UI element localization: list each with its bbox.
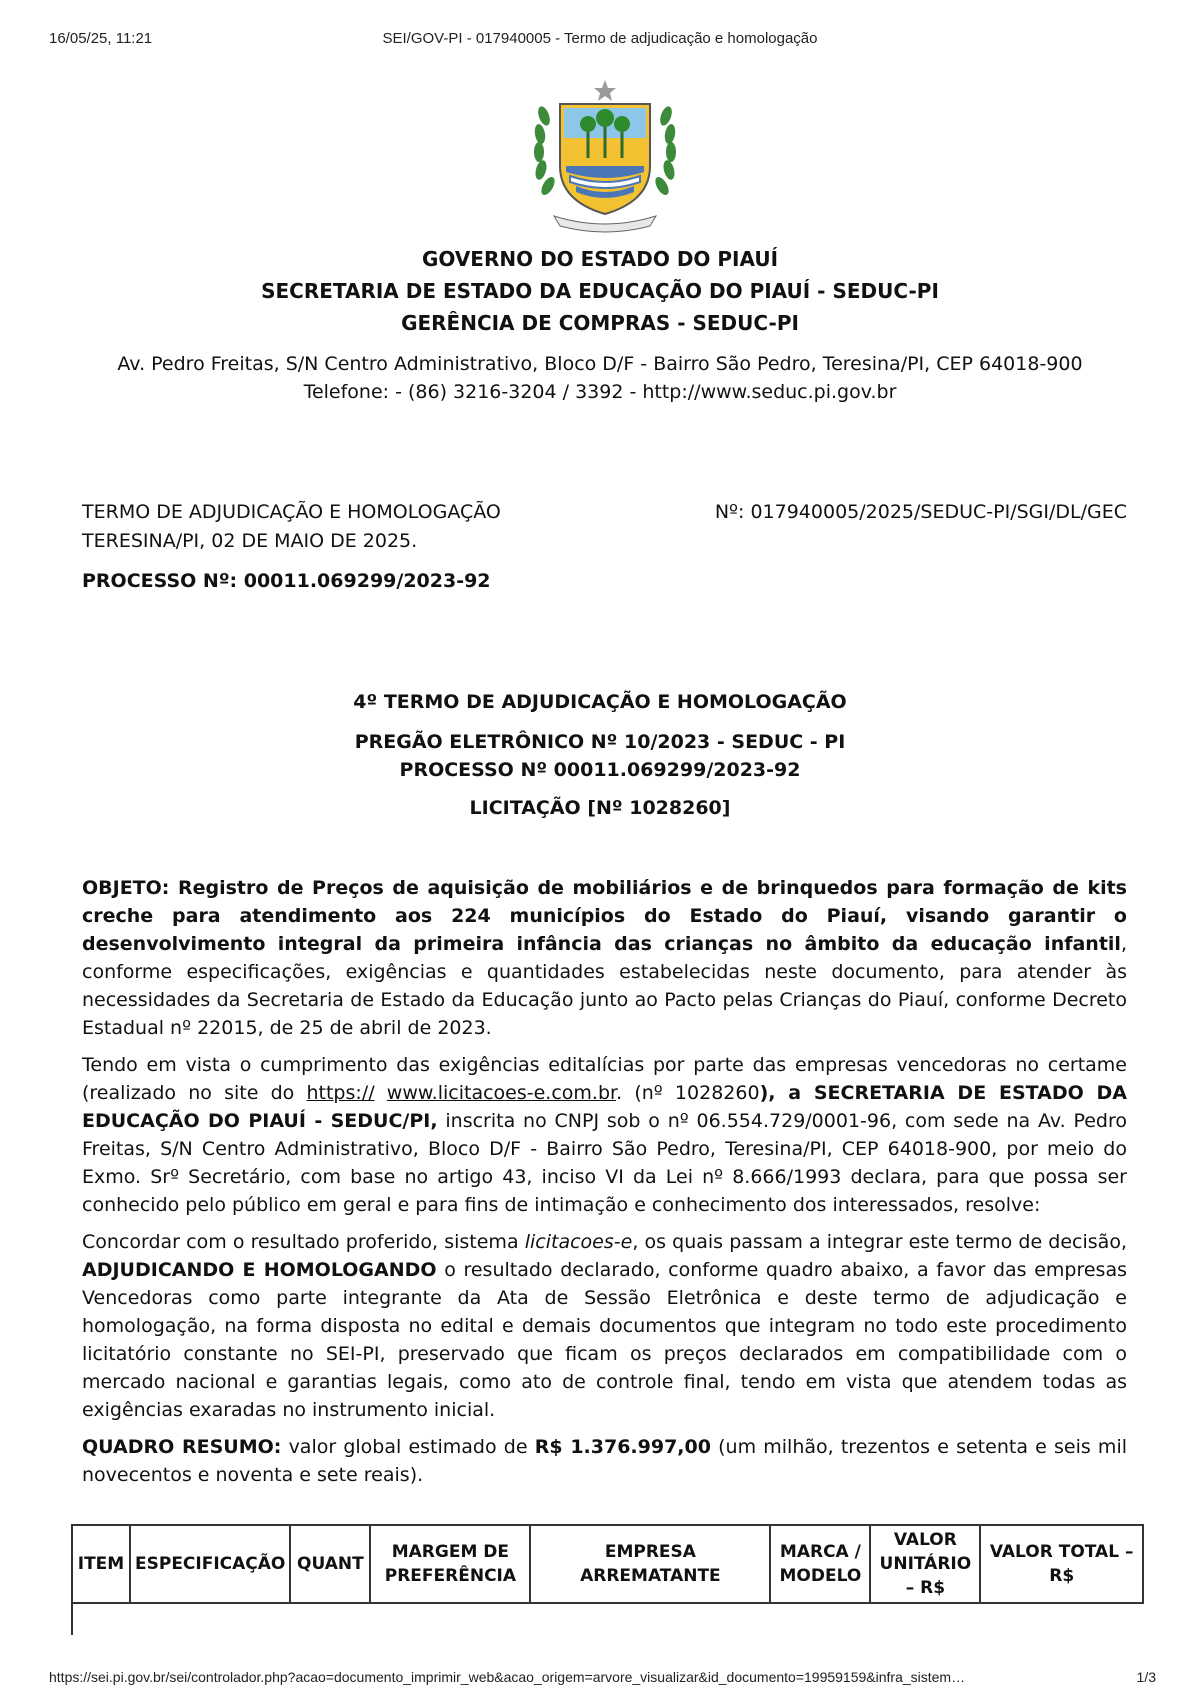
- summary-table: [71, 1524, 1144, 1604]
- summary-text-b: (um milhão, trezentos e setenta e seis mil novecentos e noventa e sete reais).: [82, 1436, 1127, 1486]
- table-continuation-border: [71, 1599, 73, 1635]
- document-body: [82, 874, 1127, 1498]
- table-header-row: [72, 1525, 1143, 1603]
- col-total-value: VALOR TOTAL – R$: [980, 1525, 1143, 1603]
- print-datetime: 16/05/25, 11:21: [49, 30, 153, 47]
- col-item: ITEM: [72, 1525, 130, 1603]
- col-preference-margin: MARGEM DE PREFERÊNCIA: [370, 1525, 530, 1603]
- print-header: [0, 30, 1200, 52]
- term-identification: [82, 498, 1127, 556]
- summary-total-value: R$ 1.376.997,00: [534, 1436, 711, 1458]
- heading-government: GOVERNO DO ESTADO DO PIAUÍ: [421, 247, 779, 271]
- col-specification: ESPECIFICAÇÃO: [130, 1525, 290, 1603]
- title-term: 4º TERMO DE ADJUDICAÇÃO E HOMOLOGAÇÃO: [353, 691, 847, 713]
- col-brand-model: MARCA / MODELO: [770, 1525, 870, 1603]
- print-footer: [0, 1669, 1200, 1691]
- compliance-text-c: ), a: [759, 1082, 814, 1104]
- decision-text-b: , os quais passam a integrar este termo de decisão,: [632, 1231, 1127, 1253]
- heading-secretariat: SECRETARIA DE ESTADO DA EDUCAÇÃO DO PIAUÍ - SEDUC-PI: [261, 279, 939, 303]
- secretariat-bold-text: SECRETARIA DE ESTADO DA EDUCAÇÃO DO PIAUÍ - SEDUC/PI,: [82, 1082, 1127, 1132]
- document-titles: [0, 688, 1200, 822]
- term-place-date: TERESINA/PI, 02 DE MAIO DE 2025.: [82, 530, 418, 552]
- paragraph-compliance: [82, 1051, 1127, 1219]
- term-label: TERMO DE ADJUDICAÇÃO E HOMOLOGAÇÃO: [82, 501, 501, 523]
- piaui-state-coat-of-arms-icon: [530, 66, 680, 234]
- object-rest-text: , conforme especificações, exigências e quantidades estabelecidas neste documento, para atender às necessidades da Secretaria de Estado da Educação junto ao Pacto pelas Crianças do Piauí, conforme Decreto Estadual nº 22015, de 25 de abril de 2023.: [82, 933, 1127, 1039]
- print-page-number: 1/3: [1136, 1669, 1156, 1685]
- paragraph-decision: [82, 1228, 1127, 1424]
- link-https[interactable]: https://: [306, 1082, 375, 1104]
- term-number: Nº: 017940005/2025/SEDUC-PI/SGI/DL/GEC: [714, 501, 1127, 523]
- agency-heading: [0, 243, 1200, 339]
- paragraph-object: [82, 874, 1127, 1042]
- link-licitacoes[interactable]: www.licitacoes-e.com.br: [386, 1082, 617, 1104]
- print-page-title: SEI/GOV-PI - 017940005 - Termo de adjudicação e homologação: [382, 30, 818, 47]
- title-process: PROCESSO Nº 00011.069299/2023-92: [399, 759, 801, 781]
- summary-text-a: valor global estimado de: [281, 1436, 535, 1458]
- title-bid: LICITAÇÃO [Nº 1028260]: [469, 797, 731, 819]
- compliance-text-b: . (nº 1028260: [616, 1082, 760, 1104]
- agency-address: Av. Pedro Freitas, S/N Centro Administrativo, Bloco D/F - Bairro São Pedro, Teresina/PI, CEP 64018-900: [117, 353, 1083, 375]
- decision-text-a: Concordar com o resultado proferido, sistema: [82, 1231, 525, 1253]
- col-winning-company: EMPRESA ARREMATANTE: [530, 1525, 770, 1603]
- col-unit-value: VALOR UNITÁRIO – R$: [870, 1525, 980, 1603]
- agency-contact: [0, 350, 1200, 406]
- agency-phone: Telefone: - (86) 3216-3204 / 3392 - http://www.seduc.pi.gov.br: [303, 381, 897, 403]
- system-name-italic: licitacoes-e: [524, 1231, 633, 1253]
- print-url: https://sei.pi.gov.br/sei/controlador.php?acao=documento_imprimir_web&acao_origem=arvore_visualizar&id_documento=19959159&infra_sistem…: [49, 1669, 966, 1685]
- col-quantity: QUANT: [290, 1525, 370, 1603]
- process-number: PROCESSO Nº: 00011.069299/2023-92: [82, 570, 491, 592]
- decision-bold-text: ADJUDICANDO E HOMOLOGANDO: [82, 1259, 437, 1281]
- object-bold-text: OBJETO: Registro de Preços de aquisição de mobiliários e de brinquedos para formação de kits creche para atendimento aos 224 municípios do Estado do Piauí, visando garantir o desenvolvimento integral da primeira infância das crianças no âmbito da educação infantil: [82, 877, 1127, 955]
- decision-text-c: o resultado declarado, conforme quadro abaixo, a favor das empresas Vencedoras como parte integrante da Ata de Sessão Eletrônica e deste termo de adjudicação e homologação, na forma disposta no edital e demais documentos que integram no todo este procedimento licitatório constante no SEI-PI, preservado que ficam os preços declarados em compatibilidade com o mercado nacional e garantias legais, como ato de controle final, tendo em vista que atendem todas as exigências exaradas no instrumento inicial.: [82, 1259, 1127, 1421]
- heading-management: GERÊNCIA DE COMPRAS - SEDUC-PI: [401, 311, 799, 335]
- compliance-text-d: inscrita no CNPJ sob o nº 06.554.729/0001-96, com sede na Av. Pedro Freitas, S/N Centro Administrativo, Bloco D/F - Bairro São Pedro, Teresina/PI, CEP 64018-900, por meio do Exmo. Srº Secretário, com base no artigo 43, inciso VI da Lei nº 8.666/1993 declara, para que possa ser conhecido pelo público em geral e para fins de intimação e conhecimento dos interessados, resolve:: [82, 1110, 1127, 1216]
- compliance-text-a: Tendo em vista o cumprimento das exigências editalícias por parte das empresas vencedoras no certame (realizado no site do: [82, 1054, 1127, 1104]
- paragraph-summary: [82, 1433, 1127, 1489]
- summary-label: QUADRO RESUMO:: [82, 1436, 282, 1458]
- title-auction: PREGÃO ELETRÔNICO Nº 10/2023 - SEDUC - PI: [354, 731, 846, 753]
